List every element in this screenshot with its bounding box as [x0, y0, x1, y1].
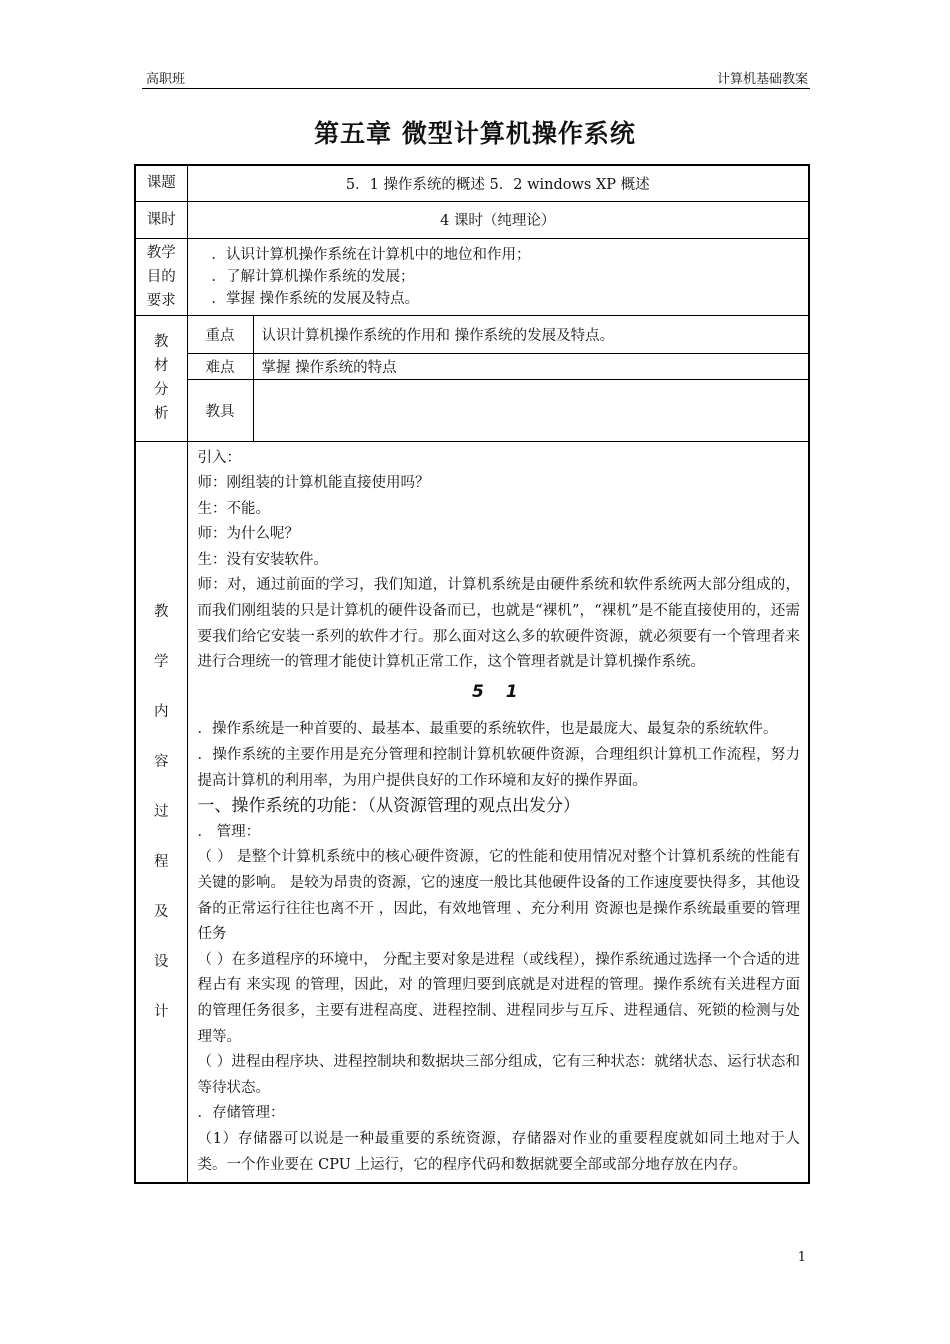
difficult-value: 掌握 操作系统的特点: [253, 353, 809, 379]
function-heading: 一、操作系统的功能：（从资源管理的观点出发分）: [197, 796, 580, 817]
intro-line: 生：不能。: [197, 500, 270, 517]
process-label-char: 学: [154, 653, 169, 670]
intro-line: 引入：: [197, 449, 241, 466]
header-divider: [142, 88, 810, 89]
process-label-char: 程: [154, 853, 169, 870]
topic-value: 5．1 操作系统的概述 5．2 windows XP 概述: [187, 165, 809, 201]
intro-line: 师：为什么呢？: [197, 526, 299, 543]
page-title: 第五章 微型计算机操作系统: [314, 119, 636, 148]
header-left: 高职班: [146, 72, 186, 87]
goal-item: ．认识计算机操作系统在计算机中的地位和作用；: [211, 246, 531, 263]
analysis-difficult-row: [135, 353, 809, 379]
process-label-char: 过: [154, 803, 169, 820]
body-paragraph: （ ） 是整个计算机系统中的核心硬件资源，它的性能和使用情况对整个计算机系统的性能有关键的影响。 是较为昂贵的资源，它的速度一般比其他硬件设备的工作速度要快得多，其他设备的正常运行往往也离不开 ，因此，有效地管理 、充分利用 资源也是操作系统最重要的管理任务: [197, 849, 800, 943]
body-paragraph: ． 管理：: [197, 823, 261, 840]
analysis-tools-row: [135, 379, 809, 441]
goals-list: [187, 238, 809, 315]
tools-value: [253, 379, 809, 441]
key-label: 重点: [187, 315, 253, 353]
difficult-label: 难点: [187, 353, 253, 379]
intro-line: 师：刚组装的计算机能直接使用吗？: [197, 475, 430, 492]
header-right: 计算机基础教案: [716, 72, 808, 87]
point-paragraph: ．操作系统是一种首要的、最基本、最重要的系统软件，也是最庞大、最复杂的系统软件。: [197, 721, 778, 738]
process-label-char: 教: [154, 603, 169, 620]
body-paragraph: ．存储管理：: [197, 1105, 285, 1122]
body-paragraph: （ ）在多道程序的环境中， 分配主要对象是进程（或线程），操作系统通过选择一个合适的进程占有 来实现 的管理，因此，对 的管理归要到底就是对进程的管理。操作系统有关进程方面的管理任务很多，主要有进程高度、进程控制、进程同步与互斥、进程通信、死锁的检测与处理等。: [197, 951, 800, 1045]
hours-label: 课时: [135, 201, 187, 238]
goals-row: [135, 238, 809, 315]
process-label-char: 容: [154, 753, 169, 770]
process-label-char: 内: [154, 703, 169, 720]
topic-row: [135, 165, 809, 201]
point-paragraph: ．操作系统的主要作用是充分管理和控制计算机软硬件资源，合理组织计算机工作流程，努力提高计算机的利用率，为用户提供良好的工作环境和友好的操作界面。: [197, 747, 800, 789]
process-label-char: 计: [154, 1003, 169, 1020]
lesson-plan-table: [134, 164, 810, 1184]
process-label-char: 设: [154, 953, 169, 970]
page-number: 1: [797, 1250, 806, 1265]
body-paragraph: （ ）进程由程序块、进程控制块和数据块三部分组成，它有三种状态：就绪状态、运行状态和等待状态。: [197, 1054, 800, 1096]
key-value: 认识计算机操作系统的作用和 操作系统的发展及特点。: [253, 315, 809, 353]
topic-label: 课题: [135, 165, 187, 201]
analysis-key-row: [135, 315, 809, 353]
goal-item: ．了解计算机操作系统的发展；: [211, 268, 415, 285]
goal-item: ．掌握 操作系统的发展及特点。: [211, 290, 420, 307]
intro-paragraph: 师：对，通过前面的学习，我们知道，计算机系统是由硬件系统和软件系统两大部分组成的，而我们刚组装的只是计算机的硬件设备而已，也就是“裸机”，“裸机”是不能直接使用的，还需要我们给它安装一系列的软件才行。那么面对这么多的软硬件资源，就必须要有一个管理者来进行合理统一的管理才能使计算机正常工作，这个管理者就是计算机操作系统。: [197, 577, 800, 671]
goals-label: 教学目的要求: [135, 238, 187, 315]
process-label: [135, 441, 187, 1183]
body-paragraph: （1）存储器可以说是一种最重要的系统资源，存储器对作业的重要程度就如同土地对于人类。一个作业要在 CPU 上运行，它的程序代码和数据就要全部或部分地存放在内存。: [197, 1130, 800, 1173]
process-label-char: 及: [154, 903, 169, 920]
tools-label: 教具: [187, 379, 253, 441]
analysis-label: 教材分析: [135, 315, 187, 441]
process-content: [187, 441, 809, 1183]
section-heading: 5 1: [471, 681, 526, 702]
process-row: [135, 441, 809, 1183]
hours-row: [135, 201, 809, 238]
hours-value: 4 课时（纯理论）: [187, 201, 809, 238]
intro-line: 生：没有安装软件。: [197, 551, 328, 568]
